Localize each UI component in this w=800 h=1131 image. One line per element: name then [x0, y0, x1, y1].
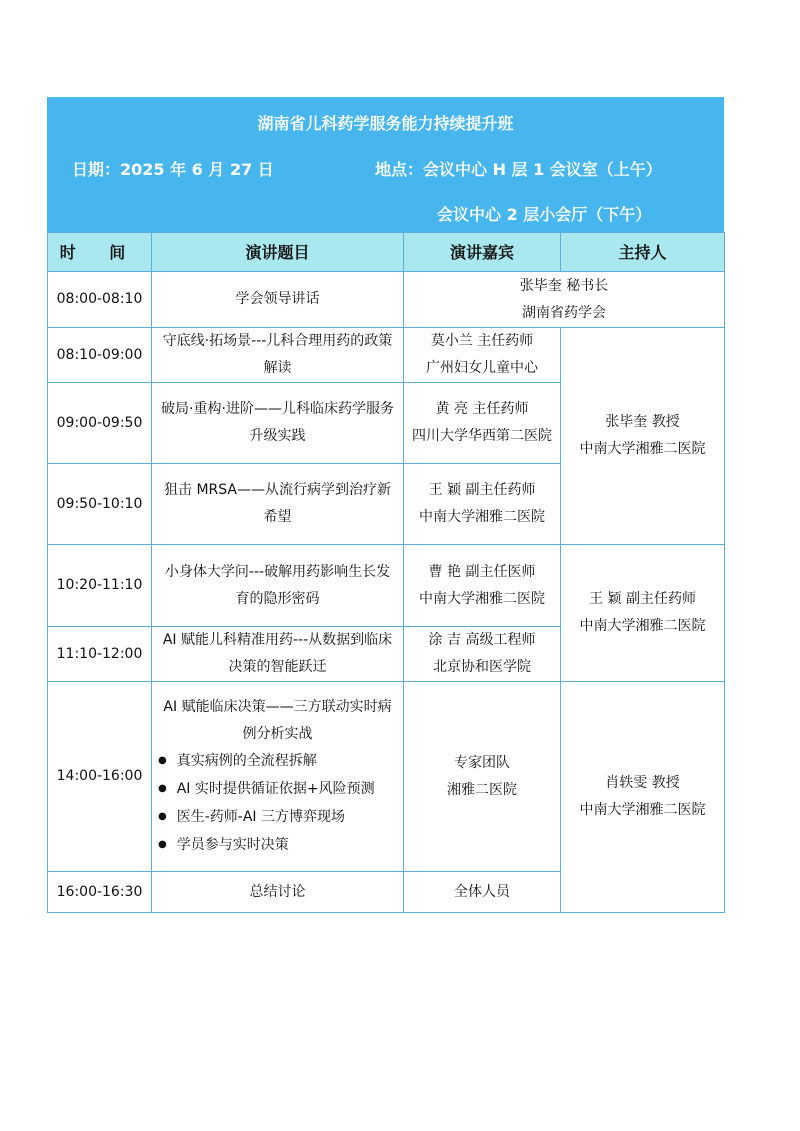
host-name: 肖轶雯 教授 [605, 775, 680, 791]
speaker-org: 北京协和医学院 [433, 659, 531, 675]
topic-cell: 小身体大学问---破解用药影响生长发育的隐形密码 [152, 545, 404, 627]
event-location-morning: 地点：会议中心 H 层 1 会议室（上午） [375, 160, 662, 179]
host-cell [561, 545, 725, 682]
list-item: ● 真实病例的全流程拆解 [158, 748, 397, 776]
table-row [48, 328, 725, 383]
topic-cell: 守底线·拓场景---儿科合理用药的政策解读 [152, 328, 404, 383]
event-date: 日期：2025 年 6 月 27 日 [72, 160, 274, 179]
speaker-cell [404, 383, 561, 464]
time-cell: 11:10-12:00 [48, 627, 152, 682]
topic-cell: 总结讨论 [152, 872, 404, 913]
host-name: 王 颖 副主任药师 [589, 591, 696, 607]
host-org: 中南大学湘雅二医院 [579, 802, 706, 818]
table-row [48, 682, 725, 872]
speaker-name: 涂 吉 高级工程师 [428, 632, 536, 648]
list-item: ● 学员参与实时决策 [158, 832, 397, 860]
list-item: ● AI 实时提供循证依据+风险预测 [158, 776, 397, 804]
topic-cell: 学会领导讲话 [152, 272, 404, 328]
speaker-cell [404, 328, 561, 383]
time-cell: 16:00-16:30 [48, 872, 152, 913]
host-cell [561, 328, 725, 545]
speaker-org: 湘雅二医院 [447, 781, 517, 798]
column-header-host: 主持人 [561, 233, 725, 272]
column-header-time: 时 间 [48, 233, 152, 272]
schedule-header [47, 97, 724, 232]
speaker-name: 黄 亮 主任药师 [435, 401, 529, 417]
speaker-cell: 全体人员 [404, 872, 561, 913]
topic-cell [152, 682, 404, 872]
table-row [48, 545, 725, 627]
time-cell: 09:00-09:50 [48, 383, 152, 464]
speaker-org: 中南大学湘雅二医院 [419, 509, 545, 525]
topic-cell: 狙击 MRSA——从流行病学到治疗新希望 [152, 464, 404, 545]
host-cell [561, 682, 725, 913]
event-location-afternoon: 会议中心 2 层小会厅（下午） [437, 205, 652, 224]
time-cell: 08:00-08:10 [48, 272, 152, 328]
speaker-cell [404, 464, 561, 545]
topic-cell: AI 赋能儿科精准用药---从数据到临床决策的智能跃迁 [152, 627, 404, 682]
speaker-cell [404, 272, 725, 328]
speaker-org: 广州妇女儿童中心 [426, 360, 538, 376]
time-cell: 14:00-16:00 [48, 682, 152, 872]
schedule-table [47, 232, 725, 913]
topic-cell: 破局·重构·进阶——儿科临床药学服务升级实践 [152, 383, 404, 464]
time-cell: 08:10-09:00 [48, 328, 152, 383]
speaker-cell [404, 627, 561, 682]
speaker-name: 专家团队 [454, 754, 510, 771]
list-item: ● 医生-药师-AI 三方博弈现场 [158, 804, 397, 832]
host-org: 中南大学湘雅二医院 [579, 618, 706, 634]
speaker-org: 四川大学华西第二医院 [412, 428, 552, 444]
topic-title: AI 赋能临床决策——三方联动实时病例分析实战 [163, 698, 392, 742]
time-cell: 09:50-10:10 [48, 464, 152, 545]
host-org: 中南大学湘雅二医院 [579, 441, 706, 457]
speaker-name: 莫小兰 主任药师 [430, 333, 534, 349]
speaker-cell [404, 682, 561, 872]
topic-bullet-list [158, 748, 397, 860]
speaker-name: 张毕奎 秘书长 [519, 277, 609, 294]
column-header-speaker: 演讲嘉宾 [404, 233, 561, 272]
event-title: 湖南省儿科药学服务能力持续提升班 [257, 114, 514, 133]
column-header-topic: 演讲题目 [152, 233, 404, 272]
speaker-org: 湖南省药学会 [522, 304, 606, 321]
host-name: 张毕奎 教授 [605, 414, 680, 430]
time-cell: 10:20-11:10 [48, 545, 152, 627]
speaker-name: 曹 艳 副主任医师 [428, 563, 536, 580]
table-row [48, 272, 725, 328]
speaker-name: 王 颖 副主任药师 [428, 482, 536, 498]
speaker-org: 中南大学湘雅二医院 [419, 590, 545, 607]
table-header-row [48, 233, 725, 272]
speaker-cell [404, 545, 561, 627]
